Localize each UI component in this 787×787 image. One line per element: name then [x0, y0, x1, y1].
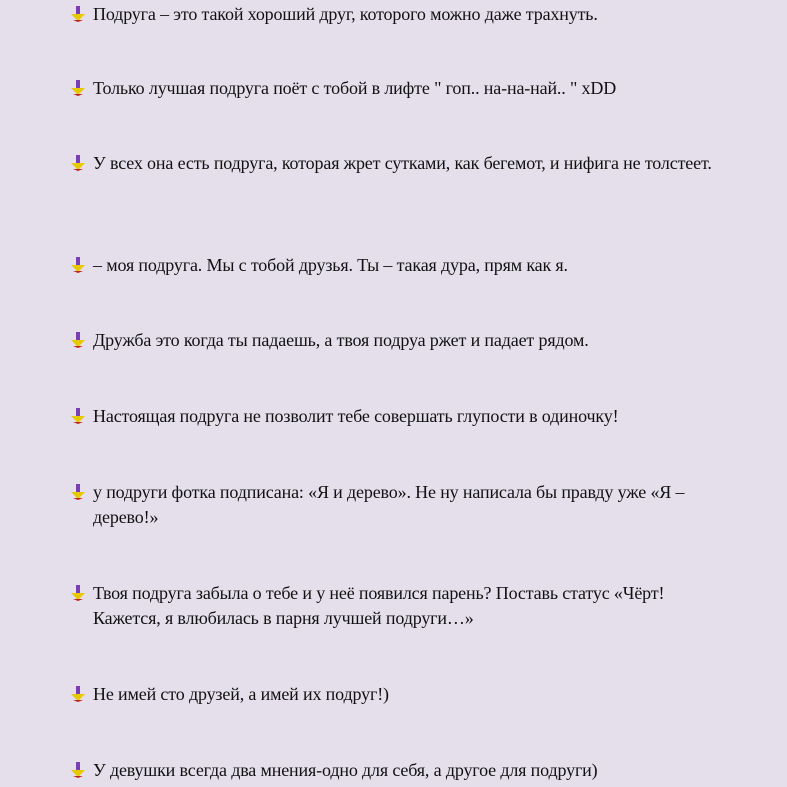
arrow-down-bullet-icon	[70, 79, 86, 97]
list-item-text: У всех она есть подруга, которая жрет сутками, как бегемот, и нифига не толстеет.	[93, 153, 712, 173]
list-item-text: Дружба это когда ты падаешь, а твоя подруа ржет и падает рядом.	[93, 330, 589, 350]
list-item	[70, 76, 730, 101]
list-item	[70, 253, 730, 278]
list-item	[70, 404, 730, 429]
list-item-text: Только лучшая подруга поёт с тобой в лифте " гоп.. на-на-най.. " xDD	[93, 78, 617, 98]
list-item-text: Не имей сто друзей, а имей их подруг!)	[93, 684, 389, 704]
list-item-text: у подруги фотка подписана: «Я и дерево». Не ну написала бы правду уже «Я – дерево!»	[93, 482, 685, 527]
list-item-text: Подруга – это такой хороший друг, которого можно даже трахнуть.	[93, 4, 598, 24]
arrow-down-bullet-icon	[70, 483, 86, 501]
arrow-down-bullet-icon	[70, 584, 86, 602]
arrow-down-bullet-icon	[70, 407, 86, 425]
list-item	[70, 758, 730, 783]
list-item	[70, 682, 730, 707]
list-item-text: Твоя подруга забыла о тебе и у неё появился парень? Поставь статус «Чёрт! Кажется, я влюбилась в парня лучшей подруги…»	[93, 583, 665, 628]
arrow-down-bullet-icon	[70, 331, 86, 349]
list-item	[70, 151, 730, 176]
list-item	[70, 2, 730, 27]
list-item	[70, 581, 730, 631]
arrow-down-bullet-icon	[70, 761, 86, 779]
list-item	[70, 480, 730, 530]
list-item-text: Настоящая подруга не позволит тебе совершать глупости в одиночку!	[93, 406, 619, 426]
arrow-down-bullet-icon	[70, 685, 86, 703]
list-item-text: У девушки всегда два мнения-одно для себя, а другое для подруги)	[93, 760, 598, 780]
arrow-down-bullet-icon	[70, 5, 86, 23]
list-item	[70, 328, 730, 353]
arrow-down-bullet-icon	[70, 154, 86, 172]
list-item-text: – моя подруга. Мы с тобой друзья. Ты – такая дура, прям как я.	[93, 255, 568, 275]
arrow-down-bullet-icon	[70, 256, 86, 274]
